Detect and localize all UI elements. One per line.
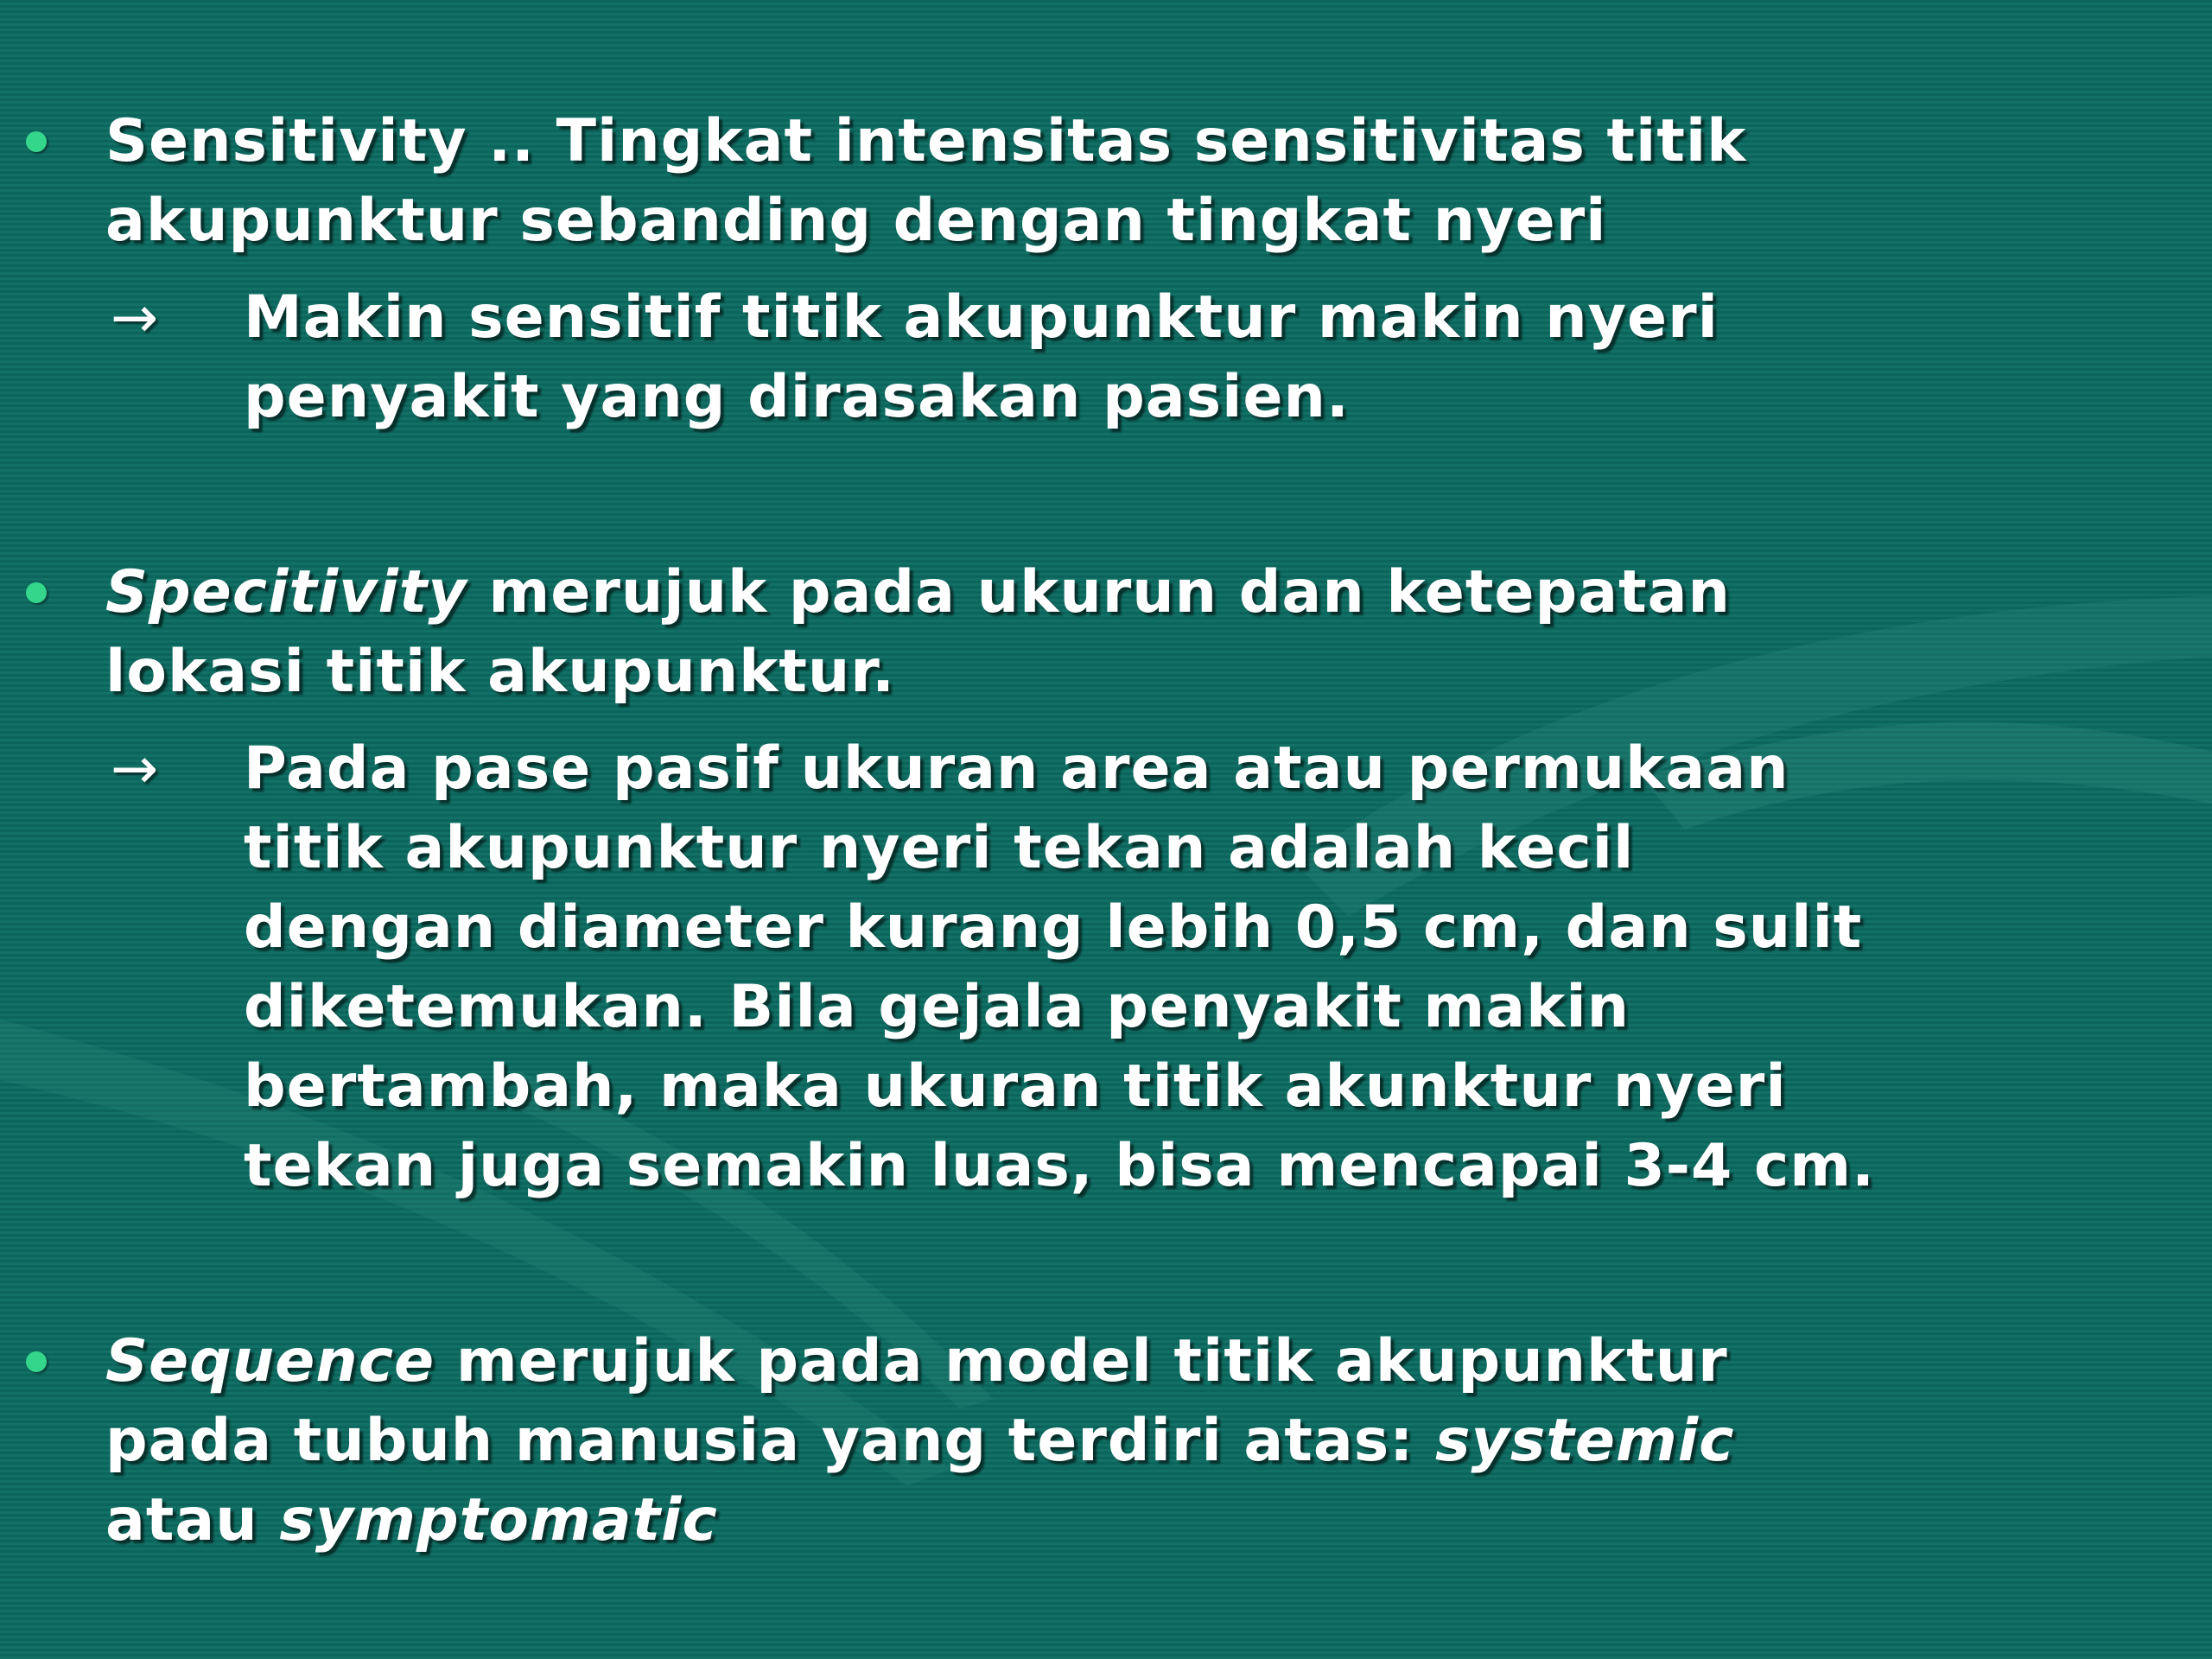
text-segment: atau	[105, 1486, 280, 1554]
text-segment: penyakit yang dirasakan pasien.	[244, 363, 1350, 431]
text-segment: pada tubuh manusia yang terdiri atas:	[105, 1407, 1436, 1475]
point-3-line	[105, 1402, 1734, 1481]
emphasized-term: symptomatic	[279, 1486, 718, 1554]
arrow-right-icon: →	[111, 284, 159, 351]
point-1-subpoint-line	[244, 358, 1350, 437]
text-segment: Makin sensitif titik akupunktur makin nyeri	[244, 283, 1719, 352]
point-2-subpoint-line	[244, 1047, 1787, 1127]
point-3-line	[105, 1322, 1728, 1402]
text-segment: dengan diameter kurang lebih 0,5 cm, dan sulit	[244, 893, 1863, 962]
text-segment: akupunktur sebanding dengan tingkat nyeri	[105, 187, 1607, 255]
point-3-line	[105, 1481, 718, 1560]
point-1-line	[105, 181, 1606, 261]
point-2-subpoint-line	[244, 729, 1789, 809]
text-segment: Pada pase pasif ukuran area atau permukaan	[244, 734, 1789, 803]
emphasized-term: Specitivity	[105, 558, 467, 626]
text-segment: bertambah, maka ukuran titik akunktur nyeri	[244, 1052, 1787, 1121]
bullet-dot-icon	[26, 131, 47, 152]
emphasized-term: Sequence	[105, 1327, 435, 1395]
text-segment: tekan juga semakin luas, bisa mencapai 3-4 cm.	[244, 1132, 1875, 1200]
point-2-subpoint-line	[244, 888, 1862, 968]
text-segment: titik akupunktur nyeri tekan adalah kecil	[244, 814, 1635, 882]
text-segment: diketemukan. Bila gejala penyakit makin	[244, 973, 1630, 1041]
text-segment: merujuk pada model titik akupunktur	[435, 1327, 1728, 1395]
text-segment: lokasi titik akupunktur.	[105, 638, 895, 706]
emphasized-term: systemic	[1435, 1407, 1735, 1475]
point-2-line	[105, 632, 895, 712]
point-2-subpoint-line	[244, 809, 1634, 888]
arrow-right-icon: →	[111, 735, 159, 802]
text-segment: Sensitivity .. Tingkat intensitas sensitivitas titik	[105, 107, 1747, 175]
point-1-subpoint-line	[244, 278, 1719, 358]
bullet-dot-icon	[26, 1351, 47, 1372]
bullet-dot-icon	[26, 582, 47, 603]
point-2-subpoint-line	[244, 968, 1630, 1047]
point-1-line	[105, 102, 1746, 181]
point-2-line	[105, 553, 1731, 632]
text-segment: merujuk pada ukurun dan ketepatan	[467, 558, 1731, 626]
point-2-subpoint-line	[244, 1127, 1875, 1206]
